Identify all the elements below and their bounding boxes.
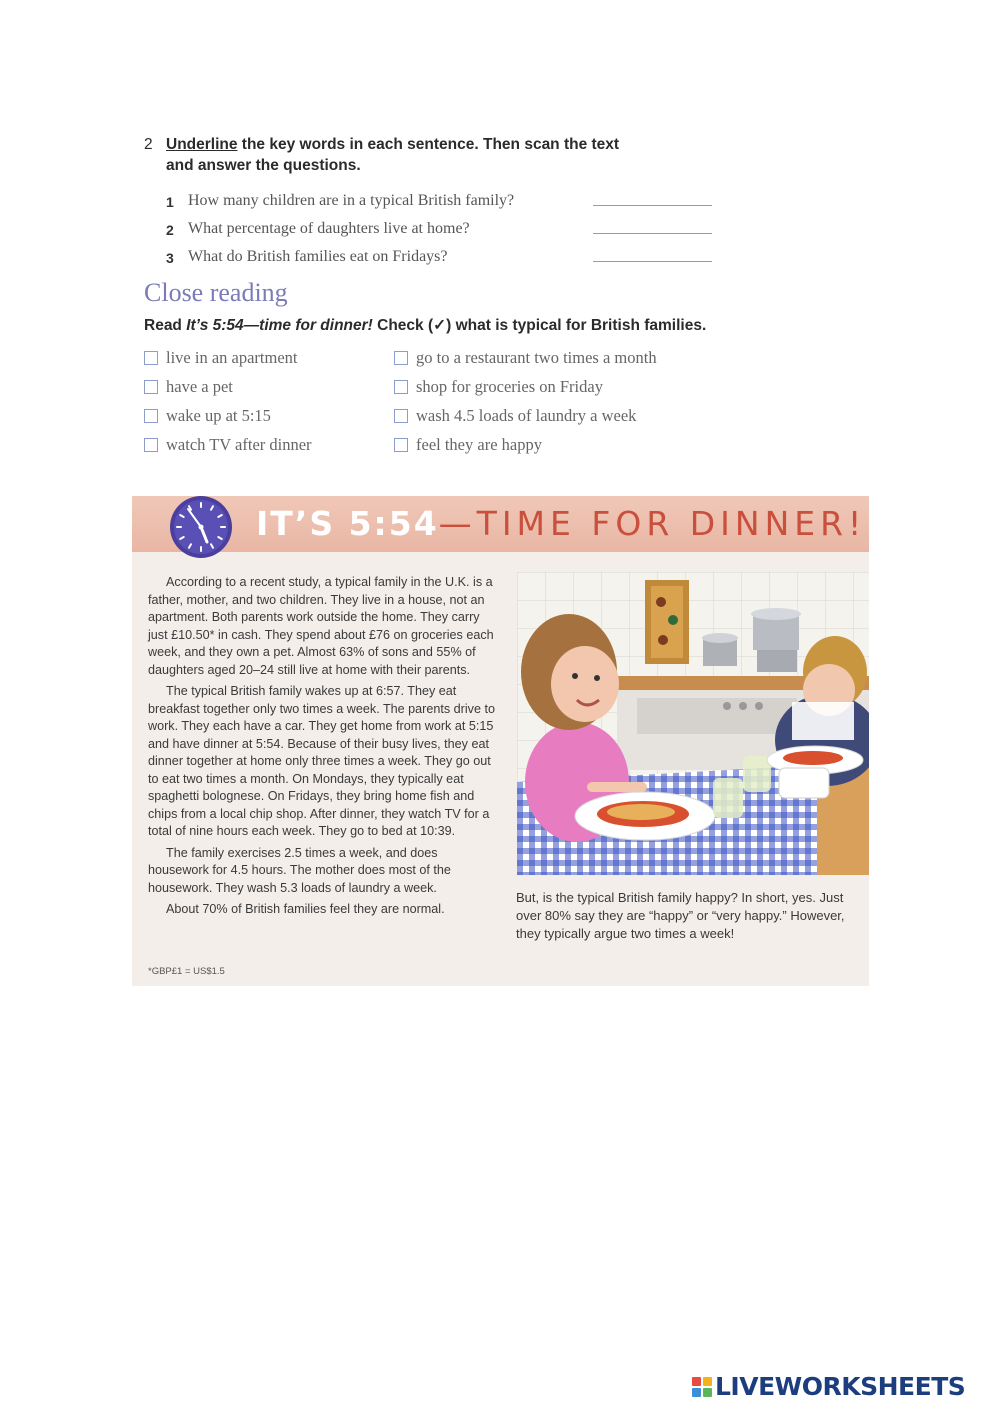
checklist-label: live in an apartment bbox=[166, 347, 298, 367]
photo-caption: But, is the typical British family happy? In short, yes. Just over 80% say they are “happy” or “very happy.” However, they typically argue two times a week! bbox=[516, 890, 845, 941]
checklist-item[interactable] bbox=[144, 404, 394, 427]
checklist-item[interactable] bbox=[394, 433, 724, 456]
question-row bbox=[144, 238, 724, 266]
logo-icon bbox=[692, 1377, 712, 1397]
answer-input-1[interactable] bbox=[593, 187, 712, 206]
checklist-item[interactable] bbox=[394, 346, 724, 369]
question-text: How many children are in a typical British family? bbox=[188, 192, 515, 209]
question-number: 1 bbox=[166, 194, 174, 210]
exercise-2 bbox=[144, 134, 724, 266]
question-number: 3 bbox=[166, 250, 174, 266]
article-title-rest: —TIME FOR DINNER! bbox=[438, 504, 867, 543]
instruction-line-2: and answer the questions. bbox=[166, 157, 361, 174]
checkbox[interactable] bbox=[394, 438, 408, 452]
article-paragraph: The typical British family wakes up at 6:57. They eat breakfast together only two times a week. The parents drive to work. They each have a car. They get home from work at 5:15 and have dinner at 5:54. Because of their busy lives, they eat dinner together at home only three times a week. They go out to eat two times a month. On Mondays, they typically eat spaghetti bolognese. On Fridays, they bring home fish and chips from a local chip shop. After dinner, they watch TV for a total of nine hours each week. They go to bed at 10:39. bbox=[148, 684, 495, 838]
underline-word: Underline bbox=[166, 136, 238, 153]
question-text: What do British families eat on Fridays? bbox=[188, 248, 448, 265]
checklist-item[interactable] bbox=[394, 375, 724, 398]
checkbox[interactable] bbox=[394, 351, 408, 365]
checklist-label: go to a restaurant two times a month bbox=[416, 347, 657, 367]
checkbox[interactable] bbox=[394, 380, 408, 394]
article-body bbox=[148, 574, 498, 923]
question-text: What percentage of daughters live at home? bbox=[188, 220, 470, 237]
checkbox[interactable] bbox=[394, 409, 408, 423]
article-banner bbox=[132, 496, 869, 552]
question-number: 2 bbox=[166, 222, 174, 238]
family-dinner-photo bbox=[517, 572, 869, 875]
close-reading-title: Close reading bbox=[144, 278, 288, 307]
question-row bbox=[144, 210, 724, 238]
checklist-label: watch TV after dinner bbox=[166, 434, 312, 454]
article-title-time: IT’S 5:54 bbox=[256, 504, 439, 543]
instruction-article-title: It’s 5:54—time for dinner! bbox=[186, 317, 373, 334]
checklist-item[interactable] bbox=[394, 404, 724, 427]
exercise-number: 2 bbox=[144, 136, 153, 153]
instruction-line-1: the key words in each sentence. Then scan the text bbox=[237, 136, 620, 153]
question-row bbox=[144, 182, 724, 210]
checklist-label: wake up at 5:15 bbox=[166, 405, 271, 425]
checklist-label: have a pet bbox=[166, 376, 233, 396]
checklist-label: feel they are happy bbox=[416, 434, 542, 454]
checklist-item[interactable] bbox=[144, 346, 394, 369]
article-paragraph: According to a recent study, a typical family in the U.K. is a father, mother, and two children. They live in a house, not an apartment. Both parents work outside the home. They carry just £10.50* in cash. They spend about £76 on groceries each week, and they own a pet. Almost 63% of sons and 55% of daughters aged 20–24 still live at home with their parents. bbox=[148, 575, 494, 677]
instruction-read: Read bbox=[144, 317, 187, 334]
logo-tile bbox=[703, 1388, 712, 1397]
checklist-label: wash 4.5 loads of laundry a week bbox=[416, 405, 637, 425]
checkbox[interactable] bbox=[144, 351, 158, 365]
logo-text: LIVEWORKSHEETS bbox=[715, 1372, 966, 1401]
logo-tile bbox=[692, 1388, 701, 1397]
question-list bbox=[144, 182, 724, 266]
checklist-item[interactable] bbox=[144, 433, 394, 456]
exercise-2-instruction bbox=[144, 134, 724, 176]
close-reading-instruction bbox=[144, 316, 706, 335]
checkbox[interactable] bbox=[144, 380, 158, 394]
checklist bbox=[144, 346, 724, 456]
instruction-rest: Check (✓) what is typical for British families. bbox=[372, 317, 707, 334]
article bbox=[132, 496, 869, 986]
article-title bbox=[256, 504, 866, 543]
article-footnote: *GBP£1 = US$1.5 bbox=[148, 966, 225, 977]
checkbox[interactable] bbox=[144, 438, 158, 452]
clock-icon bbox=[168, 494, 234, 560]
logo-tile bbox=[692, 1377, 701, 1386]
logo-tile bbox=[703, 1377, 712, 1386]
liveworksheets-logo bbox=[692, 1372, 965, 1401]
answer-input-2[interactable] bbox=[593, 215, 712, 234]
checklist-label: shop for groceries on Friday bbox=[416, 376, 603, 396]
checklist-item[interactable] bbox=[144, 375, 394, 398]
article-paragraph: The family exercises 2.5 times a week, and does housework for 4.5 hours. The mother does most of the housework. They wash 5.3 loads of laundry a week. bbox=[148, 845, 451, 895]
article-paragraph: About 70% of British families feel they are normal. bbox=[166, 902, 445, 916]
answer-input-3[interactable] bbox=[593, 243, 712, 262]
checkbox[interactable] bbox=[144, 409, 158, 423]
